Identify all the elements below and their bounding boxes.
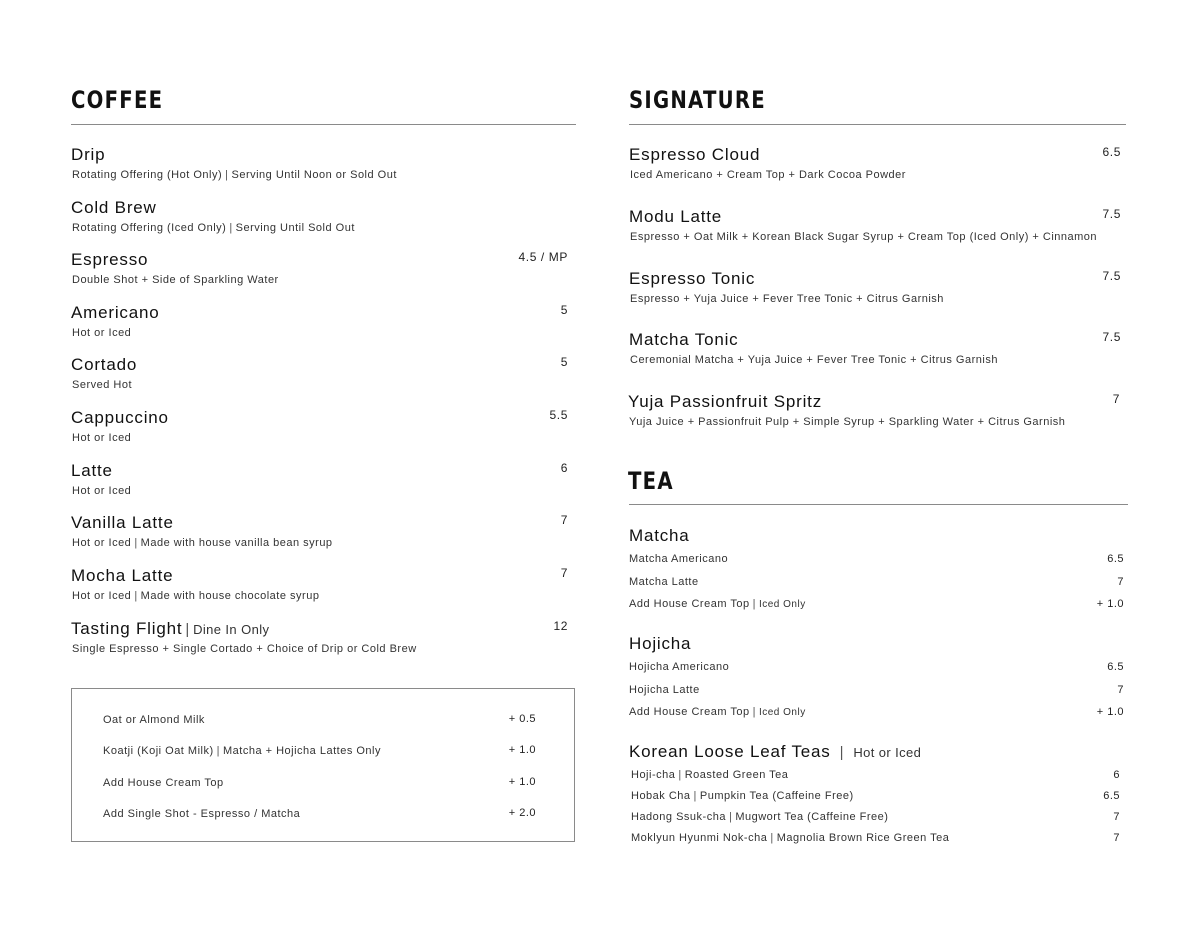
menu-item-espresso: [71, 250, 279, 286]
item-description: Hot or Iced | Made with house vanilla bean syrup: [72, 537, 333, 549]
item-name: Yuja Passionfruit Spritz: [628, 392, 823, 411]
korean-tea-note: Hot or Iced: [853, 745, 922, 760]
item-description: Hot or Iced: [72, 432, 132, 444]
item-note: Dine In Only: [193, 622, 270, 637]
item-description: Hot or Iced: [72, 327, 132, 339]
tea-row-price: 7: [1113, 811, 1120, 823]
item-description: Rotating Offering (Hot Only) | Serving Until Noon or Sold Out: [72, 169, 397, 181]
price-vanilla-latte: 7: [560, 513, 568, 527]
addon-label: Oat or Almond Milk: [103, 714, 205, 726]
price-tasting-flight: 12: [553, 619, 568, 633]
menu-item-vanilla-latte: [71, 513, 333, 549]
menu-item-tasting-flight: [71, 619, 417, 655]
menu-item-mocha-latte: [71, 566, 319, 602]
tea-row-price: 6.5: [1107, 553, 1124, 565]
tea-row-price: 7: [1117, 576, 1124, 588]
tea-row-label: Hobak Cha | Pumpkin Tea (Caffeine Free): [631, 790, 854, 802]
matcha-subheading: Matcha: [629, 526, 690, 545]
tea-row-label: Add House Cream Top | Iced Only: [629, 706, 806, 718]
item-description: Hot or Iced | Made with house chocolate syrup: [72, 590, 320, 602]
tea-row-price: + 1.0: [1096, 598, 1124, 610]
item-name: Cappuccino: [71, 408, 169, 427]
signature-heading: SIGNATURE: [629, 86, 766, 114]
price-matcha-tonic: 7.5: [1102, 330, 1121, 344]
price-cortado: 5: [560, 355, 568, 369]
tea-row-label: Add House Cream Top | Iced Only: [629, 598, 806, 610]
tea-row-price: 7: [1117, 684, 1124, 696]
coffee-divider: [71, 124, 576, 125]
item-description: Espresso + Oat Milk + Korean Black Sugar Syrup + Cream Top (Iced Only) + Cinnamon: [630, 231, 1098, 243]
tea-row-label: Hoji-cha | Roasted Green Tea: [631, 769, 789, 781]
menu-item-matcha-tonic: [629, 330, 998, 366]
menu-item-yuja-passionfruit-spritz: [628, 392, 1065, 428]
addon-label: Koatji (Koji Oat Milk) | Matcha + Hojicha Lattes Only: [103, 745, 381, 757]
item-description: Yuja Juice + Passionfruit Pulp + Simple Syrup + Sparkling Water + Citrus Garnish: [629, 416, 1066, 428]
menu-item-cappuccino: [71, 408, 169, 444]
menu-item-americano: [71, 303, 159, 339]
tea-row-label: Moklyun Hyunmi Nok-cha | Magnolia Brown Rice Green Tea: [631, 832, 950, 844]
menu-item-drip: [71, 145, 397, 181]
item-name: Espresso Cloud: [629, 145, 761, 164]
item-description: Served Hot: [72, 379, 133, 391]
addon-price: + 1.0: [508, 744, 536, 756]
item-description: Rotating Offering (Iced Only) | Serving Until Sold Out: [72, 222, 355, 234]
price-espresso-tonic: 7.5: [1102, 269, 1121, 283]
menu-item-espresso-tonic: [629, 269, 944, 305]
tea-row-price: + 1.0: [1096, 706, 1124, 718]
korean-tea-subheading: Korean Loose Leaf Teas | Hot or Iced: [629, 742, 922, 761]
menu-item-cortado: [71, 355, 137, 391]
item-description: Espresso + Yuja Juice + Fever Tree Tonic + Citrus Garnish: [630, 293, 944, 305]
tea-row-label: Matcha Americano: [629, 553, 729, 565]
price-espresso: 4.5 / MP: [518, 250, 568, 264]
menu-item-cold-brew: [71, 198, 355, 234]
coffee-heading: COFFEE: [71, 86, 164, 114]
item-name: Espresso Tonic: [629, 269, 756, 288]
addon-label: Add House Cream Top: [103, 777, 224, 789]
addon-price: + 0.5: [508, 713, 536, 725]
tea-row-price: 6: [1113, 769, 1120, 781]
item-name: Latte: [71, 461, 113, 480]
item-name: Drip: [71, 145, 106, 164]
item-name: Modu Latte: [629, 207, 723, 226]
item-description: Single Espresso + Single Cortado + Choice of Drip or Cold Brew: [72, 643, 417, 655]
menu-item-modu-latte: [629, 207, 1097, 243]
tea-heading: TEA: [628, 467, 674, 495]
tea-divider: [629, 504, 1128, 505]
item-name: Tasting Flight | Dine In Only: [71, 619, 270, 638]
item-name: Cortado: [71, 355, 138, 374]
item-name: Espresso: [71, 250, 149, 269]
tea-row-label: Hadong Ssuk-cha | Mugwort Tea (Caffeine Free): [631, 811, 889, 823]
price-mocha-latte: 7: [560, 566, 568, 580]
item-description: Double Shot + Side of Sparkling Water: [72, 274, 279, 286]
tea-row-price: 6.5: [1103, 790, 1120, 802]
menu-item-latte: [71, 461, 131, 497]
menu-item-espresso-cloud: [629, 145, 906, 181]
item-name: Mocha Latte: [71, 566, 174, 585]
item-description: Ceremonial Matcha + Yuja Juice + Fever Tree Tonic + Citrus Garnish: [630, 354, 998, 366]
addon-price: + 1.0: [508, 776, 536, 788]
tea-row-label: Hojicha Latte: [629, 684, 700, 696]
item-description: Iced Americano + Cream Top + Dark Cocoa Powder: [630, 169, 906, 181]
tea-row-price: 6.5: [1107, 661, 1124, 673]
tea-row-label: Hojicha Americano: [629, 661, 730, 673]
price-latte: 6: [560, 461, 568, 475]
signature-divider: [629, 124, 1126, 125]
item-name: Americano: [71, 303, 160, 322]
price-yuja-passionfruit-spritz: 7: [1112, 392, 1120, 406]
price-cappuccino: 5.5: [549, 408, 568, 422]
hojicha-subheading: Hojicha: [629, 634, 692, 653]
item-name: Cold Brew: [71, 198, 157, 217]
tea-row-label: Matcha Latte: [629, 576, 699, 588]
addon-label: Add Single Shot - Espresso / Matcha: [103, 808, 301, 820]
price-espresso-cloud: 6.5: [1102, 145, 1121, 159]
item-description: Hot or Iced: [72, 485, 132, 497]
item-name: Vanilla Latte: [71, 513, 174, 532]
price-modu-latte: 7.5: [1102, 207, 1121, 221]
price-americano: 5: [560, 303, 568, 317]
item-name: Matcha Tonic: [629, 330, 739, 349]
tea-row-price: 7: [1113, 832, 1120, 844]
addon-price: + 2.0: [508, 807, 536, 819]
